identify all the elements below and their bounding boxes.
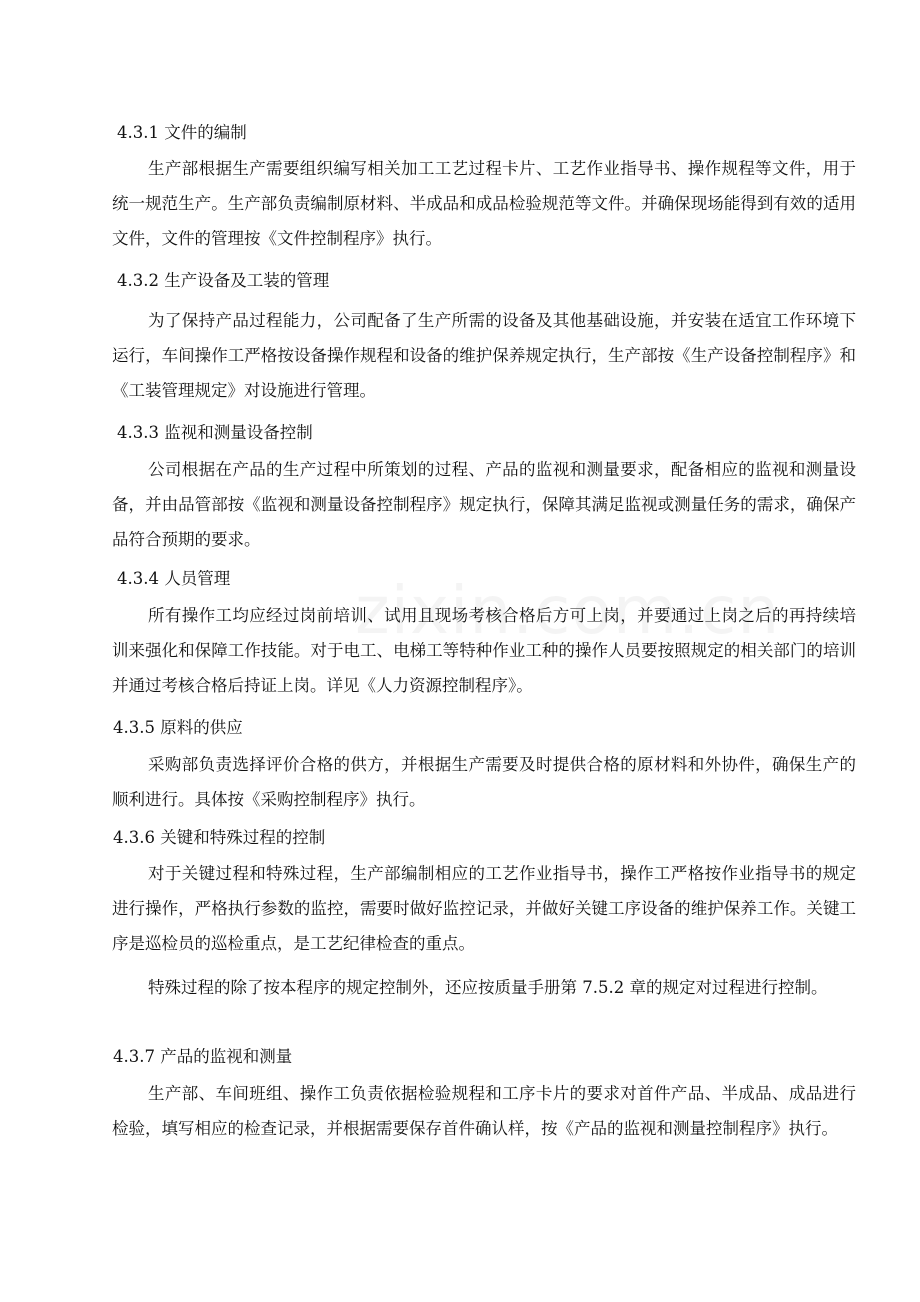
- section-heading-4-3-1: 4.3.1 文件的编制: [117, 123, 247, 142]
- section-heading-4-3-3: 4.3.3 监视和测量设备控制: [117, 423, 313, 442]
- section-paragraph: 对于关键过程和特殊过程，生产部编制相应的工艺作业指导书，操作工严格按作业指导书的规定进行操作，严格执行参数的监控，需要时做好监控记录，并做好关键工序设备的维护保养工作。关键工序是巡检员的巡检重点，是工艺纪律检查的重点。: [112, 864, 856, 953]
- section-heading-4-3-5: 4.3.5 原料的供应: [113, 718, 243, 737]
- section-paragraph: 为了保持产品过程能力，公司配备了生产所需的设备及其他基础设施，并安装在适宜工作环境下运行，车间操作工严格按设备操作规程和设备的维护保养规定执行，生产部按《生产设备控制程序》和《工装管理规定》对设施进行管理。: [112, 311, 856, 400]
- section-heading-4-3-2: 4.3.2 生产设备及工装的管理: [117, 271, 330, 290]
- section-heading-4-3-7: 4.3.7 产品的监视和测量: [113, 1047, 293, 1066]
- section-paragraph: 所有操作工均应经过岗前培训、试用且现场考核合格后方可上岗，并要通过上岗之后的再持续培训来强化和保障工作技能。对于电工、电梯工等特种作业工种的操作人员要按照规定的相关部门的培训并通过考核合格后持证上岗。详见《人力资源控制程序》。: [112, 606, 856, 695]
- section-paragraph: 生产部、车间班组、操作工负责依据检验规程和工序卡片的要求对首件产品、半成品、成品进行检验，填写相应的检查记录，并根据需要保存首件确认样，按《产品的监视和测量控制程序》执行。: [112, 1084, 856, 1138]
- section-paragraph: 公司根据在产品的生产过程中所策划的过程、产品的监视和测量要求，配备相应的监视和测量设备，并由品管部按《监视和测量设备控制程序》规定执行，保障其满足监视或测量任务的需求，确保产品符合预期的要求。: [112, 460, 856, 549]
- section-paragraph: 采购部负责选择评价合格的供方，并根据生产需要及时提供合格的原材料和外协件，确保生产的顺利进行。具体按《采购控制程序》执行。: [112, 755, 856, 809]
- section-heading-4-3-4: 4.3.4 人员管理: [117, 569, 231, 588]
- section-paragraph: 特殊过程的除了按本程序的规定控制外，还应按质量手册第 7.5.2 章的规定对过程进行控制。: [148, 978, 828, 997]
- section-paragraph: 生产部根据生产需要组织编写相关加工工艺过程卡片、工艺作业指导书、操作规程等文件，用于统一规范生产。生产部负责编制原材料、半成品和成品检验规范等文件。并确保现场能得到有效的适用文件，文件的管理按《文件控制程序》执行。: [112, 159, 856, 248]
- section-heading-4-3-6: 4.3.6 关键和特殊过程的控制: [113, 828, 326, 847]
